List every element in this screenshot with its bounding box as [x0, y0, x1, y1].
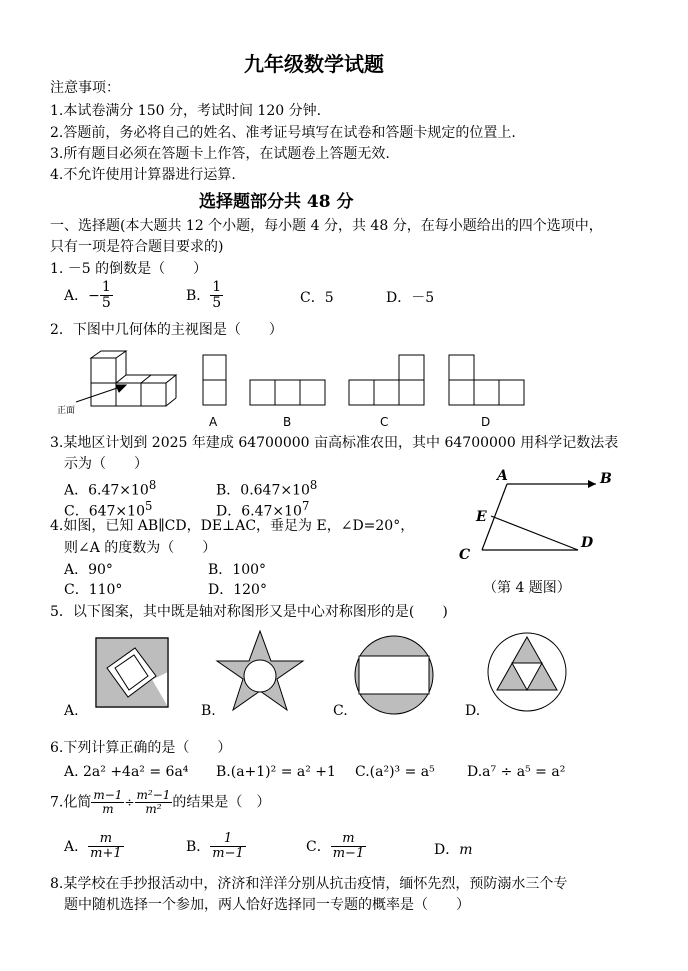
q4-stem: 则∠A 的度数为（ ） [64, 540, 217, 556]
section-instruction: 一、选择题(本大题共 12 个小题，每小题 4 分，共 48 分，在每小题给出的四个选项中， [50, 218, 603, 234]
note-item: 2.答题前，务必将自己的姓名、准考证号填写在试卷和答题卡规定的位置上. [50, 125, 516, 141]
q6-option-b: B.(a+1)² = a² +1 [216, 764, 336, 780]
q4-option-c: C．110° [64, 582, 123, 598]
note-item: 1.本试卷满分 150 分，考试时间 120 分钟. [50, 103, 322, 119]
section-title: 选择题部分共 48 分 [199, 192, 354, 212]
q4-point-e: E [476, 509, 487, 525]
q1-option-c: C．5 [300, 290, 334, 306]
q3-option-c: C．$647\times 10^5$ [64, 499, 153, 520]
q4-figure [482, 480, 596, 550]
q6-option-c: C.(a²)³ = a⁵ [355, 764, 435, 780]
q5-figure-d [488, 633, 566, 711]
q4-point-c: C [459, 547, 471, 563]
q4-point-b: B [600, 471, 612, 487]
q4-caption: （第 4 题图） [483, 580, 571, 596]
q3-option-d: D．$6.47\times 10^7$ [216, 499, 310, 520]
q5-label-c: C. [333, 703, 348, 719]
q6-stem: 6.下列计算正确的是（ ） [50, 740, 232, 756]
q5-figure-a [96, 638, 168, 707]
q1-option-a: A．− $\frac{1}{5}$ [64, 279, 111, 312]
q7-option-d: D．m [434, 842, 473, 858]
q8-stem: 8.某学校在手抄报活动中，济济和洋洋分别从抗击疫情，缅怀先烈，预防溺水三个专 [50, 876, 568, 892]
notes-heading: 注意事项： [50, 80, 120, 96]
q1-stem: 1. －5 的倒数是（ ） [50, 261, 208, 277]
q5-label-d: D. [465, 703, 481, 719]
q7-option-b: B． $\frac{1}{m-1}$ [186, 831, 244, 862]
q8-stem: 题中随机选择一个参加，两人恰好选择同一专题的概率是（ ） [64, 897, 470, 913]
q3-stem: 示为（ ） [64, 456, 148, 472]
q4-option-d: D．120° [208, 582, 267, 598]
q2-stem: 2．下图中几何体的主视图是（ ） [50, 322, 283, 338]
q3-option-a: A．$6.47\times 10^8$ [64, 478, 157, 499]
q5-figure-b [217, 631, 303, 710]
q2-label-c: C [380, 415, 389, 429]
q3-option-b: B．$0.647\times 10^8$ [216, 478, 318, 499]
q4-point-d: D [581, 535, 594, 551]
q5-label-b: B. [201, 703, 216, 719]
q6-option-a: A. 2a² +4a² = 6a⁴ [64, 764, 189, 780]
q1-option-d: D．－5 [386, 290, 435, 306]
q2-solid [76, 351, 176, 406]
q4-stem: 4.如图，已知 AB∥CD，DE⊥AC，垂足为 E，∠D=20°， [50, 518, 415, 534]
q5-stem: 5．以下图案，其中既是轴对称图形又是中心对称图形的是( ) [50, 604, 448, 620]
note-item: 4.不允许使用计算器进行运算. [50, 167, 236, 183]
q5-figure-c [355, 636, 433, 714]
page-title: 九年级数学试题 [244, 52, 384, 76]
q7-option-a: A． $\frac{m}{m+1}$ [64, 831, 122, 862]
q2-view-a [203, 355, 226, 405]
q1-option-b: B． $\frac{1}{5}$ [186, 279, 222, 312]
q2-view-c [349, 355, 424, 405]
q4-option-b: B．100° [208, 562, 267, 578]
section-instruction: 只有一项是符合题目要求的) [50, 239, 224, 255]
q2-label-d: D [481, 415, 491, 429]
note-item: 3.所有题目必须在答题卡上作答，在试题卷上答题无效. [50, 146, 390, 162]
q7-stem: 7.化简 $\frac{m-1}{m}$ ÷ $\frac{\text{m²−1}}{\text{m²}}$ 的结果是（ ） [50, 788, 271, 817]
q2-view-b [250, 380, 325, 405]
q4-point-a: A [497, 468, 508, 484]
q2-label-a: A [209, 415, 218, 429]
q2-view-d [449, 355, 524, 405]
q6-option-d: D.a⁷ ÷ a⁵ = a² [467, 764, 566, 780]
q2-front-label: 正面 [57, 406, 76, 416]
q3-stem: 3.某地区计划到 2025 年建成 64700000 亩高标准农田，其中 64700000 用科学记数法表 [50, 435, 619, 451]
q7-option-c: C． $\frac{m}{m-1}$ [306, 831, 365, 862]
q5-label-a: A. [64, 703, 79, 719]
q2-label-b: B [283, 415, 292, 429]
q4-option-a: A．90° [64, 562, 113, 578]
